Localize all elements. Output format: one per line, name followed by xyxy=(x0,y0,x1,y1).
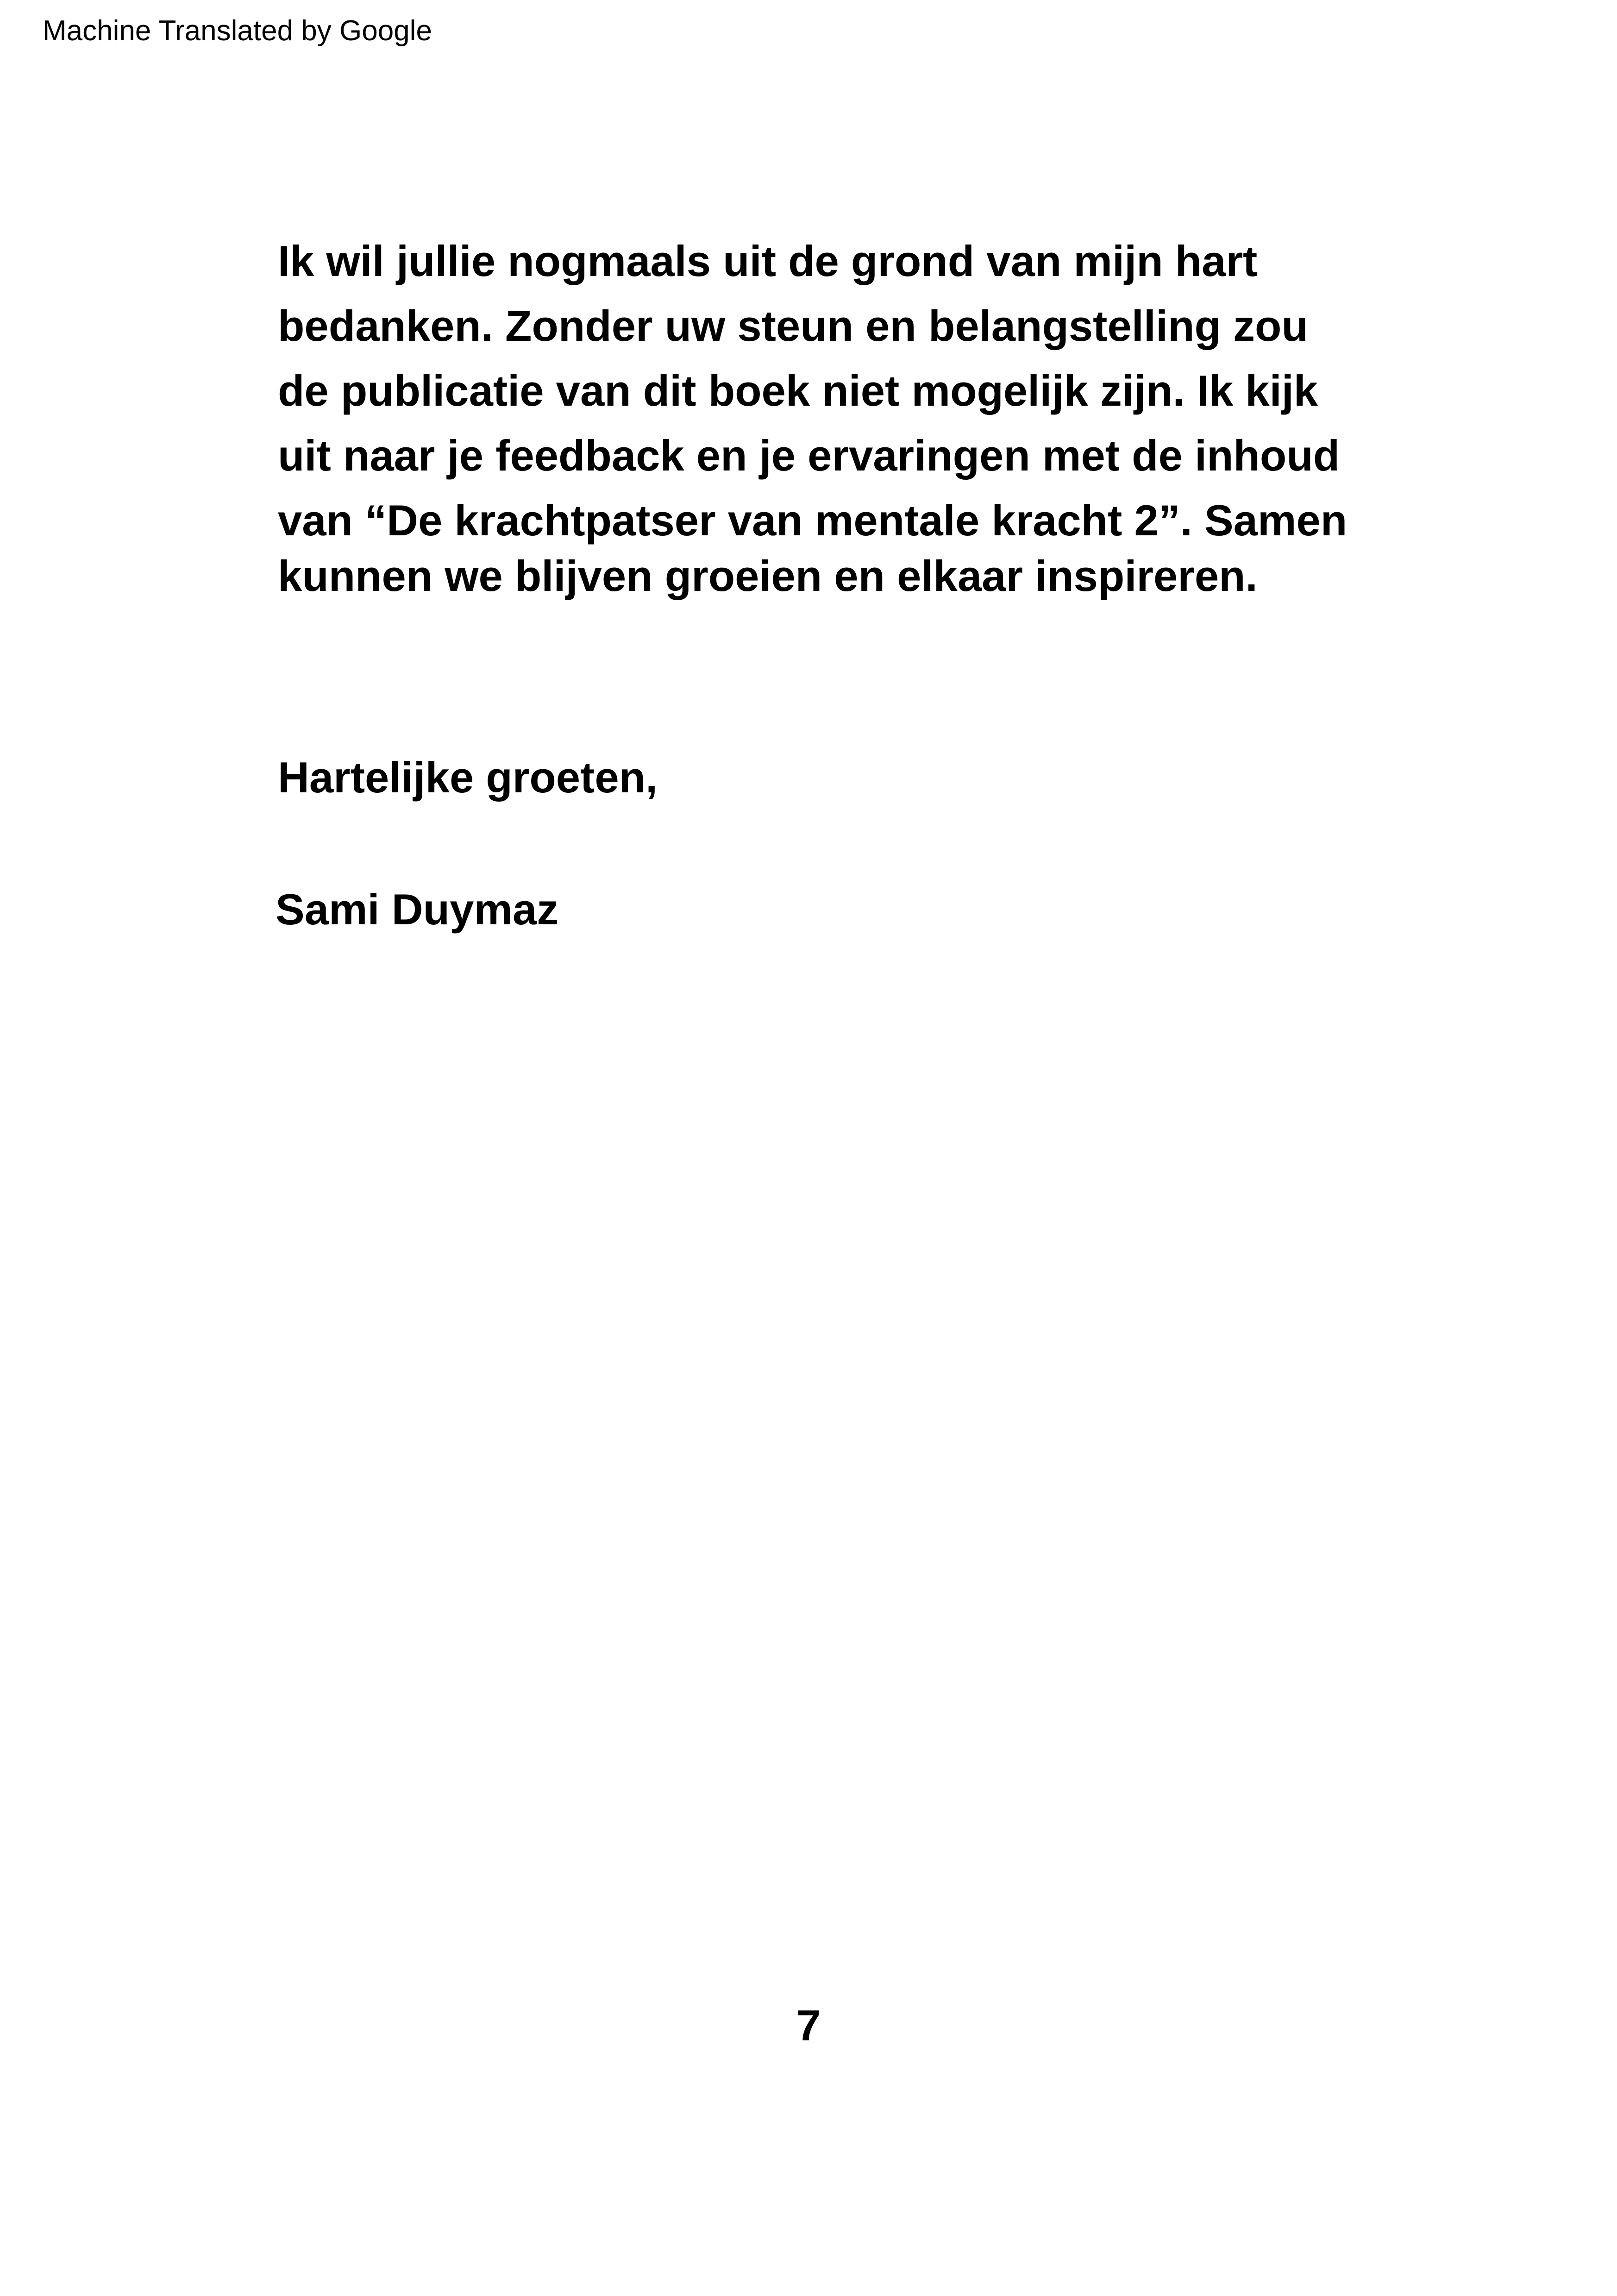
body-line-2: bedanken. Zonder uw steun en belangstelling zou xyxy=(278,301,1308,350)
page-number: 7 xyxy=(796,2001,821,2050)
author-signature: Sami Duymaz xyxy=(276,885,559,934)
body-line-5: van “De krachtpatser van mentale kracht 2”. Samen xyxy=(278,496,1348,545)
body-line-3: de publicatie van dit boek niet mogelijk zijn. Ik kijk xyxy=(278,366,1318,415)
body-line-6: kunnen we blijven groeien en elkaar inspireren. xyxy=(278,552,1258,600)
body-line-4: uit naar je feedback en je ervaringen met de inhoud xyxy=(278,431,1340,480)
machine-translation-note: Machine Translated by Google xyxy=(43,15,432,47)
body-line-1: Ik wil jullie nogmaals uit de grond van mijn hart xyxy=(278,237,1258,285)
closing-greeting: Hartelijke groeten, xyxy=(278,753,658,802)
